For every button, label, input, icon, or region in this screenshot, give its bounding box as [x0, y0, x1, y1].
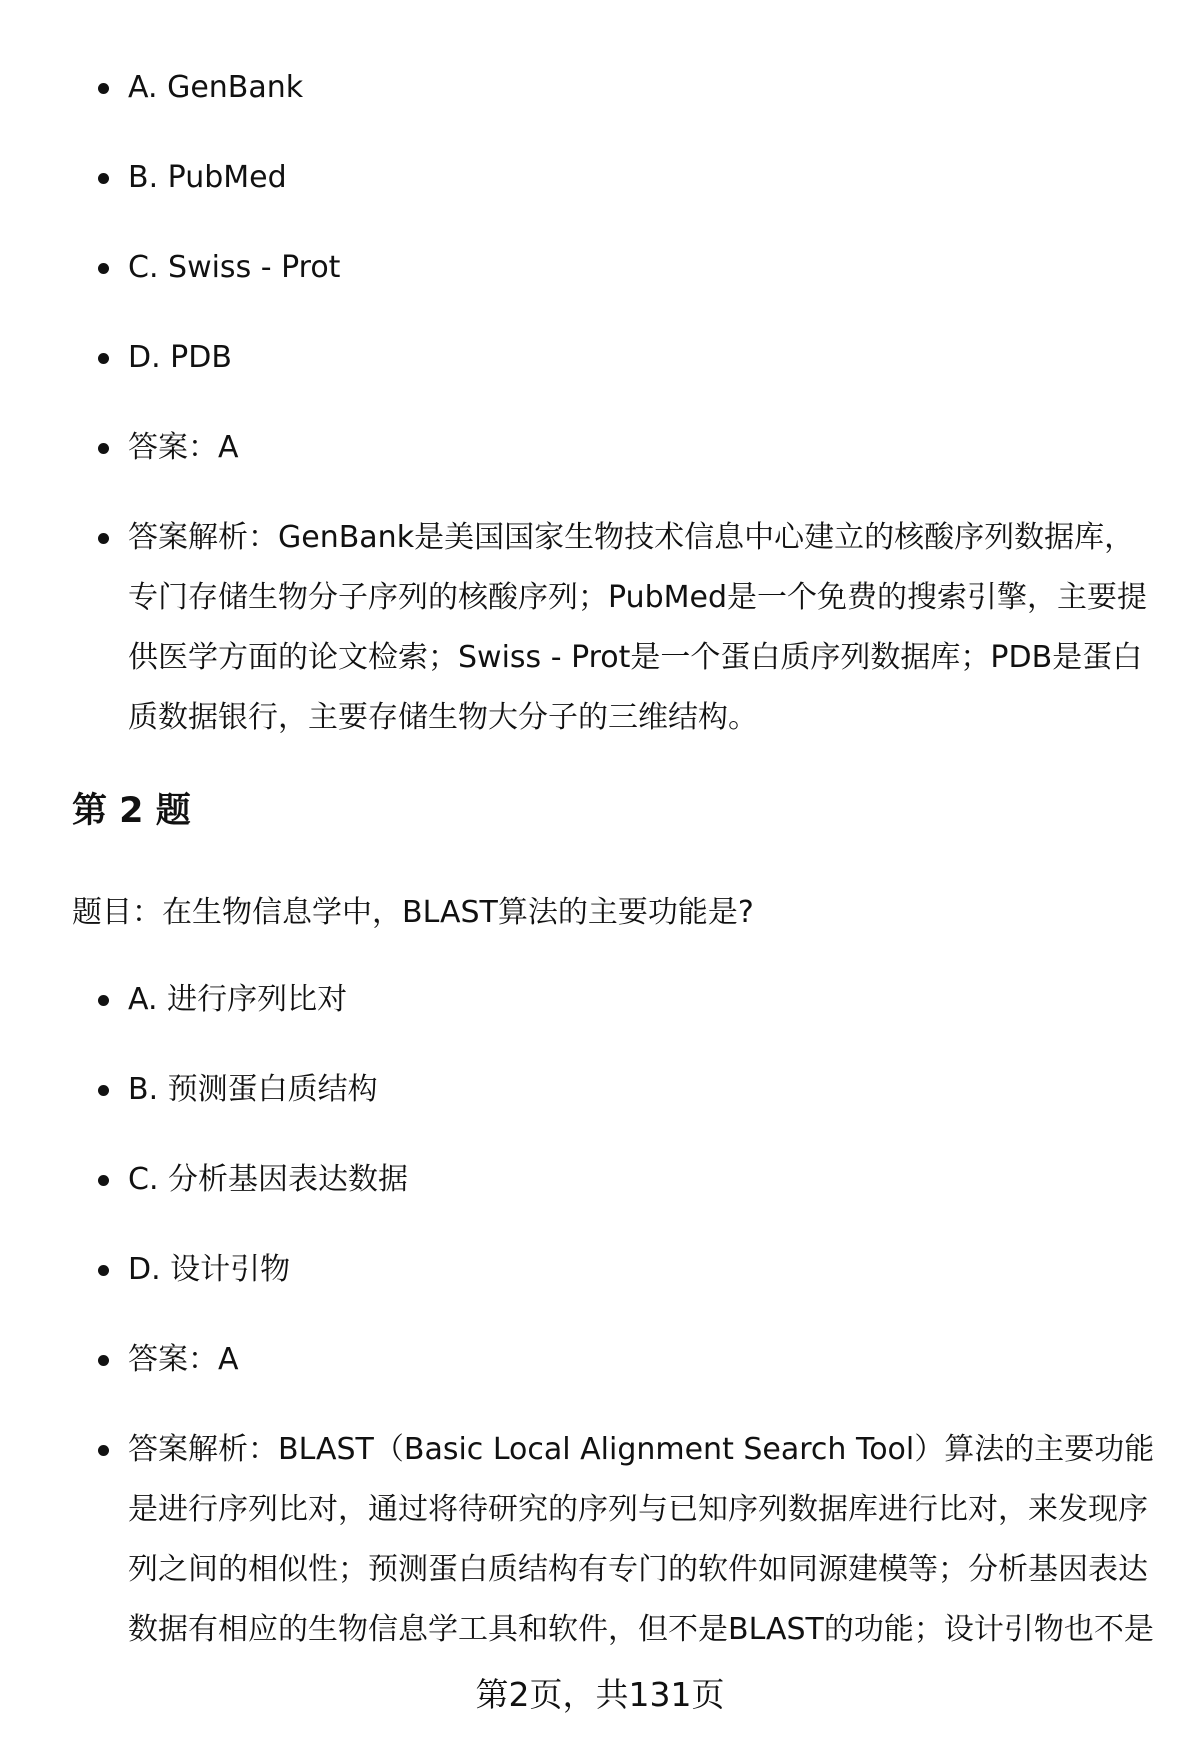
q1-option-a-text: A. GenBank	[128, 70, 304, 105]
q2-option-c	[0, 1150, 1200, 1210]
q2-option-c-text: C. 分析基因表达数据	[128, 1162, 409, 1197]
bullet-icon	[98, 443, 109, 454]
q2-explanation	[0, 1420, 1200, 1660]
q2-option-list	[0, 970, 1200, 1690]
q1-option-a	[0, 58, 1200, 118]
q1-option-c-text: C. Swiss - Prot	[128, 250, 341, 285]
q1-explanation	[0, 508, 1200, 748]
bullet-icon	[98, 1445, 109, 1456]
q2-option-b-text: B. 预测蛋白质结构	[128, 1072, 378, 1107]
bullet-icon	[98, 1175, 109, 1186]
question-heading: 第 2 题	[72, 791, 191, 831]
bullet-icon	[98, 995, 109, 1006]
q2-option-d	[0, 1240, 1200, 1300]
q1-option-d-text: D. PDB	[128, 340, 232, 375]
q2-answer-text: 答案：A	[128, 1342, 239, 1377]
bullet-icon	[98, 263, 109, 274]
bullet-icon	[98, 83, 109, 94]
q1-option-d	[0, 328, 1200, 388]
bullet-icon	[98, 1085, 109, 1096]
bullet-icon	[98, 173, 109, 184]
bullet-icon	[98, 533, 109, 544]
q2-answer	[0, 1330, 1200, 1390]
q1-option-list	[0, 58, 1200, 778]
bullet-icon	[98, 1355, 109, 1366]
q1-option-b-text: B. PubMed	[128, 160, 287, 195]
page-footer: 第2页，共131页	[475, 1675, 725, 1714]
q1-answer-text: 答案：A	[128, 430, 239, 465]
q2-option-a	[0, 970, 1200, 1030]
q1-explanation-text: 答案解析：GenBank是美国国家生物技术信息中心建立的核酸序列数据库，专门存储生物分子序列的核酸序列；PubMed是一个免费的搜索引擎，主要提供医学方面的论文检索；Swiss - Prot是一个蛋白质序列数据库；PDB是蛋白质数据银行，主要存储生物大分子的三维结构。	[128, 520, 1148, 735]
bullet-icon	[98, 1265, 109, 1276]
q2-option-b	[0, 1060, 1200, 1120]
q2-explanation-text: 答案解析：BLAST（Basic Local Alignment Search Tool）算法的主要功能是进行序列比对，通过将待研究的序列与已知序列数据库进行比对，来发现序列之间的相似性；预测蛋白质结构有专门的软件如同源建模等；分析基因表达数据有相应的生物信息学工具和软件，但不是BLAST的功能；设计引物也不是	[128, 1432, 1155, 1647]
question-text: 题目：在生物信息学中，BLAST算法的主要功能是?	[72, 895, 754, 930]
q1-option-b	[0, 148, 1200, 208]
bullet-icon	[98, 353, 109, 364]
q1-answer	[0, 418, 1200, 478]
q2-option-a-text: A. 进行序列比对	[128, 982, 348, 1017]
q2-option-d-text: D. 设计引物	[128, 1252, 291, 1287]
q1-option-c	[0, 238, 1200, 298]
